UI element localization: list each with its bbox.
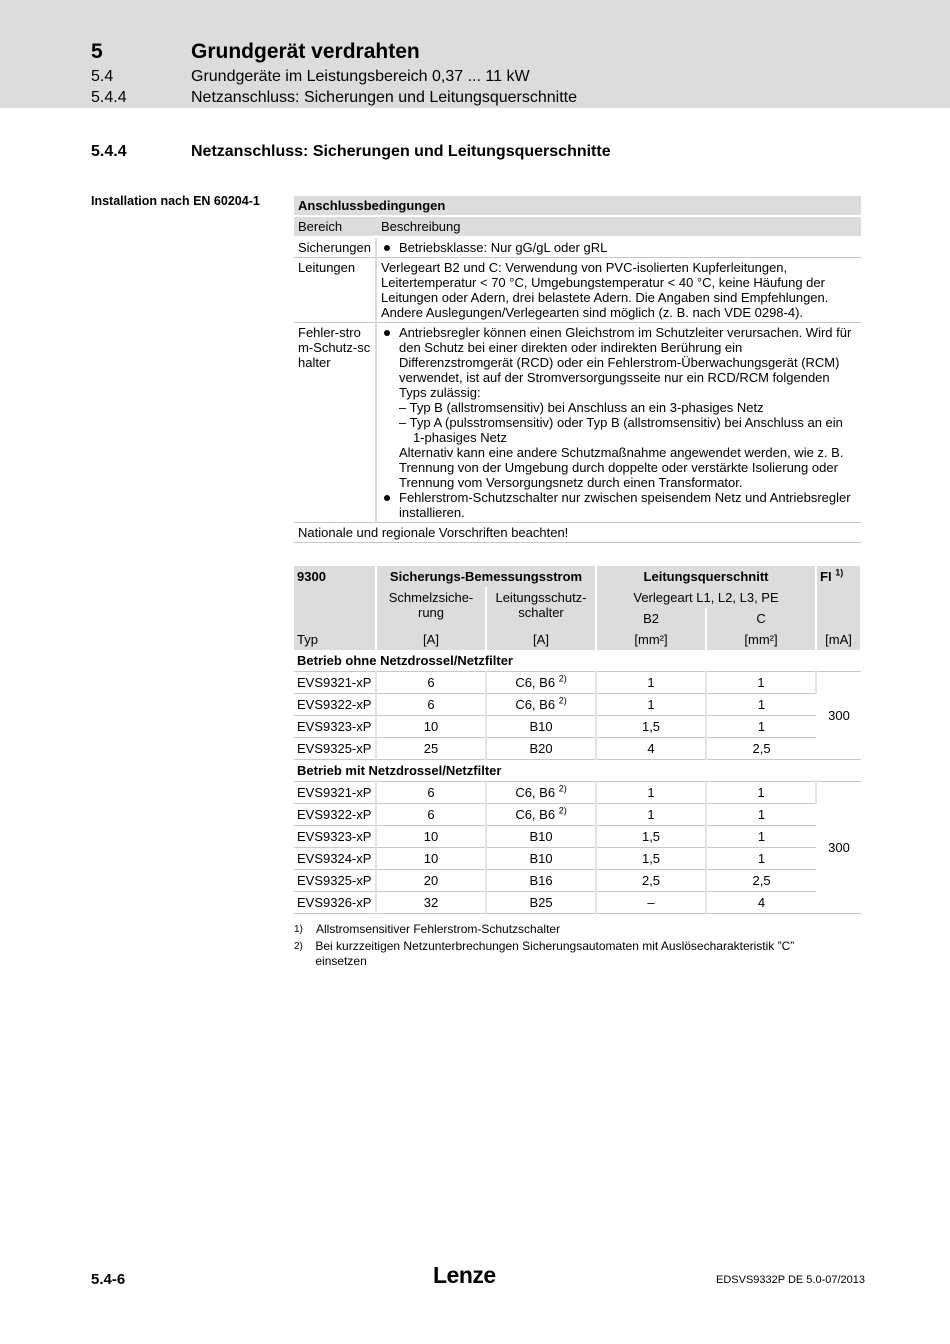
page-header [0, 0, 950, 108]
table-row [294, 672, 861, 694]
cell-c: 1 [706, 782, 816, 804]
cables-label: Leitungen [294, 258, 376, 323]
fuses-label: Sicherungen [294, 237, 376, 258]
cell-cb: C6, B6 $^{2)}$ [486, 672, 596, 694]
cell-type: EVS9322-xP [294, 804, 376, 826]
cell-b2: 1,5 [596, 848, 706, 870]
fuses-text: Betriebsklasse: Nur gG/gL oder gRL [381, 240, 857, 255]
cell-fuse: 6 [376, 782, 486, 804]
rcd-label: Fehler-strom-Schutz-schalter [294, 323, 376, 523]
rcd-dash-2: – Typ A (pulsstromsensitiv) oder Typ B (allstromsensitiv) bei Anschluss an ein 1-phasiges Netz [399, 415, 843, 445]
cell-c: 1 [706, 848, 816, 870]
cell-b2: 1 [596, 782, 706, 804]
cell-b2: 2,5 [596, 870, 706, 892]
cell-type: EVS9324-xP [294, 848, 376, 870]
cell-c: 4 [706, 892, 816, 914]
conditions-table [294, 196, 861, 543]
cell-c: 1 [706, 826, 816, 848]
fuses-row [294, 237, 861, 258]
subsubchapter-number: 5.4.4 [91, 89, 127, 106]
rcd-alternative: Alternativ kann eine andere Schutzmaßnahme angewendet werden, wie z. B. Trennung von der Umgebung durch doppelte oder verstärkte Isolierung oder Trennung vom Versorgungsnetz durch einen Transformator. [399, 445, 844, 490]
cell-type: EVS9321-xP [294, 672, 376, 694]
regulations-note: Nationale und regionale Vorschriften beachten! [294, 523, 861, 543]
cell-fuse: 10 [376, 848, 486, 870]
table-row [294, 870, 861, 892]
cell-c: 1 [706, 804, 816, 826]
document-id: EDSVS9332P DE 5.0-07/2013 [716, 1274, 866, 1286]
cell-b2: 1,5 [596, 826, 706, 848]
side-label: Installation nach EN 60204-1 [91, 194, 260, 208]
cell-b2: 1 [596, 804, 706, 826]
cell-c: 2,5 [706, 870, 816, 892]
cell-fuse: 10 [376, 826, 486, 848]
cell-c: 1 [706, 716, 816, 738]
group-with-filter: Betrieb mit Netzdrossel/Netzfilter [294, 760, 861, 782]
subchapter-number: 5.4 [91, 68, 114, 85]
table-row [294, 848, 861, 870]
cell-b2: 1 [596, 694, 706, 716]
chapter-number: 5 [91, 40, 103, 63]
col-description-header: Beschreibung [376, 216, 861, 237]
cell-cb: B16 [486, 870, 596, 892]
unit-a-fuse: [A] [376, 629, 486, 650]
cell-fuse: 25 [376, 738, 486, 760]
unit-mm-c: [mm²] [706, 629, 816, 650]
cell-type: EVS9322-xP [294, 694, 376, 716]
cell-type: EVS9323-xP [294, 716, 376, 738]
page-number: 5.4-6 [91, 1271, 126, 1288]
cables-text: Verlegeart B2 und C: Verwendung von PVC-isolierten Kupferleitungen, Leitertemperatur < 70 °C, Umgebungstemperatur < 40 °C, keine Häufung der Leitungen oder Adern, drei belastete Adern. Die Angaben sind Empfehlungen. Andere Auslegungen/Verlegearten sind möglich (z. B. nach VDE 0298-4). [376, 258, 861, 323]
table-row [294, 804, 861, 826]
chapter-heading [91, 40, 420, 64]
fuse-header: Schmelzsiche-rung [376, 587, 486, 629]
cell-fuse: 10 [376, 716, 486, 738]
cell-type: EVS9323-xP [294, 826, 376, 848]
unit-mm-b2: [mm²] [596, 629, 706, 650]
cell-b2: 1 [596, 672, 706, 694]
rcd-bullet-1: Antriebsregler können einen Gleichstrom im Schutzleiter verursachen. Wird für den Schutz bei einer direkten oder indirekten Berührung ein Differenzstromgerät (RCD) oder ein Fehlerstrom-Überwachungsgerät (RCM) verwendet, ist auf der Stromversorgungsseite nur ein RCD/RCM folgenden Typs zulässig: [381, 325, 857, 400]
cell-cb: B10 [486, 826, 596, 848]
cell-c: 1 [706, 694, 816, 716]
subchapter-heading [91, 68, 530, 86]
fuse-table [294, 566, 862, 914]
cell-type: EVS9325-xP [294, 870, 376, 892]
cell-fuse: 20 [376, 870, 486, 892]
table-row [294, 694, 861, 716]
cb-header: Leitungsschutz-schalter [486, 587, 596, 629]
rcd-row [294, 323, 861, 523]
cell-type: EVS9325-xP [294, 738, 376, 760]
rcd-dash-1: – Typ B (allstromsensitiv) bei Anschluss an ein 3-phasiges Netz [399, 400, 764, 415]
rated-current-header: Sicherungs-Bemessungsstrom [376, 566, 596, 587]
cell-b2: – [596, 892, 706, 914]
footnote-1: 1) Allstromsensitiver Fehlerstrom-Schutzschalter [294, 922, 561, 936]
section-heading [91, 143, 611, 161]
cell-c: 2,5 [706, 738, 816, 760]
cell-cb: B25 [486, 892, 596, 914]
cables-row [294, 258, 861, 323]
cell-cb: C6, B6 $^{2)}$ [486, 804, 596, 826]
lenze-logo: Lenze [433, 1262, 496, 1288]
section-title: Netzanschluss: Sicherungen und Leitungsquerschnitte [191, 143, 611, 160]
c-header: C [706, 608, 816, 629]
cell-cb: B10 [486, 716, 596, 738]
table-row [294, 716, 861, 738]
conditions-title: Anschlussbedingungen [294, 196, 861, 216]
subsubchapter-heading [91, 89, 577, 107]
cross-section-header: Leitungsquerschnitt [596, 566, 816, 587]
col-area-header: Bereich [294, 216, 376, 237]
cell-cb: B10 [486, 848, 596, 870]
table-row [294, 892, 861, 914]
table-row [294, 738, 861, 760]
cell-cb: B20 [486, 738, 596, 760]
cell-fuse: 6 [376, 694, 486, 716]
section-number: 5.4.4 [91, 143, 127, 160]
fi-header: FI $^{1)}$ [816, 566, 861, 587]
cell-fuse: 6 [376, 672, 486, 694]
cell-fi: 300 [816, 782, 861, 914]
group-without-filter: Betrieb ohne Netzdrossel/Netzfilter [294, 650, 861, 672]
series-header: 9300 [294, 566, 376, 587]
chapter-title: Grundgerät verdrahten [191, 40, 420, 63]
cell-b2: 1,5 [596, 716, 706, 738]
cell-cb: C6, B6 $^{2)}$ [486, 694, 596, 716]
b2-header: B2 [596, 608, 706, 629]
cell-type: EVS9321-xP [294, 782, 376, 804]
cell-c: 1 [706, 672, 816, 694]
cell-b2: 4 [596, 738, 706, 760]
cell-fuse: 6 [376, 804, 486, 826]
laying-header: Verlegeart L1, L2, L3, PE [596, 587, 816, 608]
subchapter-title: Grundgeräte im Leistungsbereich 0,37 ... 11 kW [191, 68, 530, 85]
table-row [294, 826, 861, 848]
footnote-2: 2) Bei kurzzeitigen Netzunterbrechungen Sicherungsautomaten mit Auslösecharakteristik ”C” einsetzen [294, 939, 795, 968]
unit-a-cb: [A] [486, 629, 596, 650]
rcd-bullet-2: Fehlerstrom-Schutzschalter nur zwischen speisendem Netz und Antriebsregler installieren. [381, 490, 857, 520]
cell-fi: 300 [816, 672, 861, 760]
subsubchapter-title: Netzanschluss: Sicherungen und Leitungsquerschnitte [191, 89, 578, 106]
unit-type: Typ [294, 629, 376, 650]
cell-fuse: 32 [376, 892, 486, 914]
cell-cb: C6, B6 $^{2)}$ [486, 782, 596, 804]
table-row [294, 782, 861, 804]
cell-type: EVS9326-xP [294, 892, 376, 914]
unit-ma: [mA] [816, 629, 861, 650]
